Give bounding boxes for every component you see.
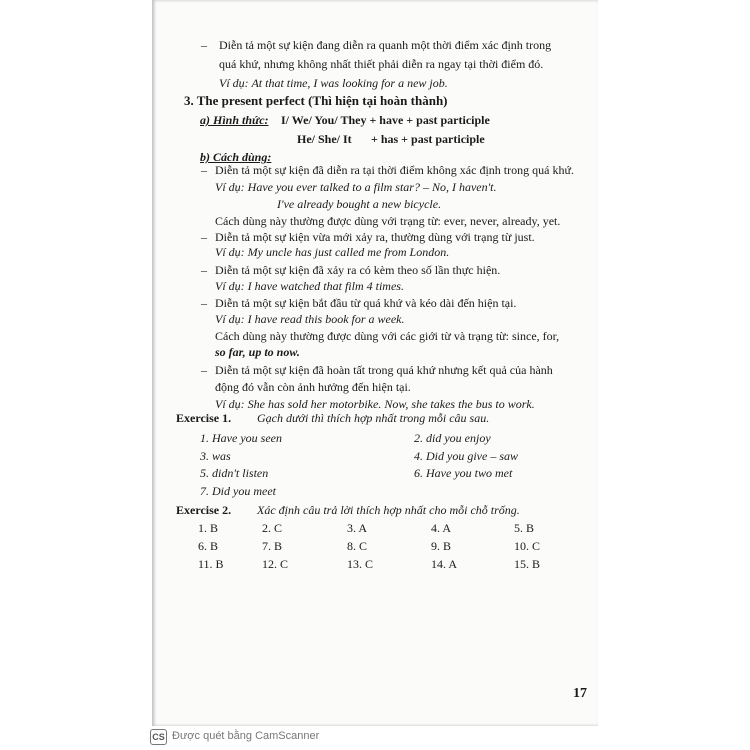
answer-cell: 4. A bbox=[431, 521, 452, 535]
text-line: Diễn tả một sự kiện bắt đầu từ quá khứ và kéo dài đến hiện tại. bbox=[215, 296, 517, 310]
bullet-dash: – bbox=[201, 230, 207, 244]
bullet-dash: – bbox=[201, 263, 207, 277]
example-line: Ví dụ: Have you ever talked to a film star? – No, I haven't. bbox=[215, 180, 497, 194]
answer-cell: 7. B bbox=[262, 539, 283, 553]
left-margin bbox=[0, 0, 150, 726]
form-subject: He/ She/ It bbox=[297, 132, 352, 146]
form-line: I/ We/ You/ They + have + past participle bbox=[281, 113, 490, 127]
answer-cell: 3. A bbox=[347, 521, 368, 535]
page-number: 17 bbox=[573, 686, 587, 701]
answer-cell: 6. B bbox=[198, 539, 219, 553]
text-line: Diễn tả một sự kiện vừa mới xảy ra, thường dùng với trạng từ just. bbox=[215, 230, 535, 244]
answer-item: 6. Have you two met bbox=[414, 466, 513, 480]
example-line: Ví dụ: She has sold her motorbike. Now, she takes the bus to work. bbox=[215, 397, 535, 411]
text-line: Diễn tả một sự kiện đã hoàn tất trong quá khứ nhưng kết quả của hành bbox=[215, 363, 553, 377]
text-line: Diễn tả một sự kiện đã diễn ra tại thời điểm không xác định trong quá khứ. bbox=[215, 163, 574, 177]
answer-cell: 8. C bbox=[347, 539, 368, 553]
answer-item: 4. Did you give – saw bbox=[414, 449, 518, 463]
scanner-footer bbox=[0, 726, 750, 750]
bullet-dash: – bbox=[201, 38, 207, 52]
scanner-watermark: Được quét bằng CamScanner bbox=[172, 730, 320, 742]
example-line: Ví dụ: I have watched that film 4 times. bbox=[215, 279, 404, 293]
exercise-label: Exercise 2. bbox=[176, 503, 232, 517]
text-line: động đó vẫn còn ảnh hưởng đến hiện tại. bbox=[215, 380, 411, 394]
bullet-dash: – bbox=[201, 363, 207, 377]
answer-cell: 10. C bbox=[514, 539, 541, 553]
exercise-instruction: Xác định câu trả lời thích hợp nhất cho mỗi chỗ trống. bbox=[257, 503, 520, 517]
camscanner-icon: CS bbox=[150, 729, 167, 745]
bullet-dash: – bbox=[201, 163, 207, 177]
example-line: Ví dụ: My uncle has just called me from London. bbox=[215, 245, 450, 259]
answer-item: 5. didn't listen bbox=[200, 466, 269, 480]
text-line: Diễn tả một sự kiện đang diễn ra quanh một thời điểm xác định trong bbox=[219, 38, 552, 52]
bullet-dash: – bbox=[201, 296, 207, 310]
text-line: Diễn tả một sự kiện đã xảy ra có kèm theo số lần thực hiện. bbox=[215, 263, 501, 277]
note-line: Cách dùng này thường được dùng với trạng từ: ever, never, already, yet. bbox=[215, 214, 561, 228]
answer-cell: 14. A bbox=[431, 557, 458, 571]
example-line: Ví dụ: At that time, I was looking for a new job. bbox=[219, 76, 448, 90]
example-line: I've already bought a new bicycle. bbox=[277, 197, 442, 211]
answer-cell: 5. B bbox=[514, 521, 535, 535]
answer-item: 2. did you enjoy bbox=[414, 431, 491, 445]
answer-item: 3. was bbox=[200, 449, 231, 463]
answer-cell: 12. C bbox=[262, 557, 289, 571]
note-line: Cách dùng này thường được dùng với các giới từ và trạng từ: since, for, bbox=[215, 329, 560, 343]
exercise-label: Exercise 1. bbox=[176, 411, 232, 425]
usage-label: b) Cách dùng: bbox=[200, 150, 272, 164]
answer-cell: 13. C bbox=[347, 557, 374, 571]
answer-cell: 2. C bbox=[262, 521, 283, 535]
note-line: so far, up to now. bbox=[215, 345, 300, 359]
text-line: quá khứ, nhưng không nhất thiết phải diễn ra ngay tại thời điểm đó. bbox=[219, 57, 544, 71]
answer-item: 1. Have you seen bbox=[200, 431, 282, 445]
answer-cell: 15. B bbox=[514, 557, 541, 571]
form-line: + has + past participle bbox=[371, 132, 485, 146]
example-line: Ví dụ: I have read this book for a week. bbox=[215, 312, 405, 326]
exercise-instruction: Gạch dưới thì thích hợp nhất trong mỗi câu sau. bbox=[257, 411, 490, 425]
answer-cell: 1. B bbox=[198, 521, 219, 535]
answer-cell: 9. B bbox=[431, 539, 452, 553]
answer-item: 7. Did you meet bbox=[200, 484, 276, 498]
form-label: a) Hình thức: bbox=[200, 113, 269, 127]
answer-cell: 11. B bbox=[198, 557, 224, 571]
section-title: 3. The present perfect (Thì hiện tại hoàn thành) bbox=[184, 93, 448, 108]
